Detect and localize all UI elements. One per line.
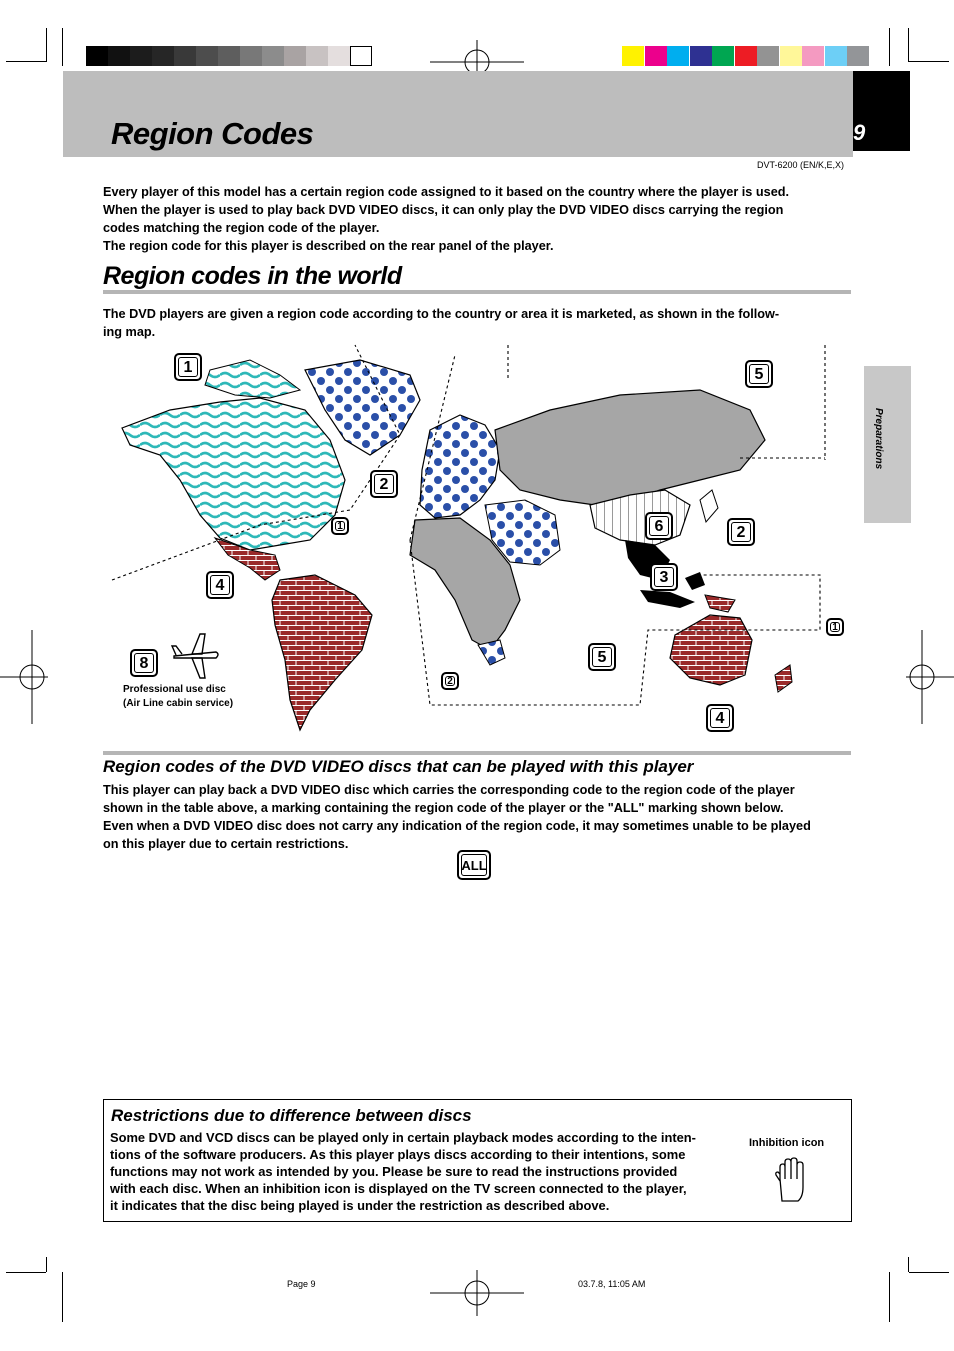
region-badge-southeast-asia xyxy=(650,563,678,591)
region-badge-airline xyxy=(130,649,158,677)
playable-line: Even when a DVD VIDEO disc does not carry any indication of the region code, it may sometimes unable to be played xyxy=(103,819,811,833)
gray-swatch xyxy=(328,46,350,66)
inhibition-icon-label: Inhibition icon xyxy=(749,1137,825,1149)
region-badge-number: 5 xyxy=(749,364,769,384)
section-rule xyxy=(103,751,851,755)
color-swatch xyxy=(825,46,847,66)
restrictions-line: tions of the software producers. As this player plays discs according to their intentions, some xyxy=(110,1147,686,1162)
gray-swatch xyxy=(306,46,328,66)
gray-swatch xyxy=(218,46,240,66)
world-line: ing map. xyxy=(103,325,156,339)
gray-swatch xyxy=(86,46,108,66)
region-badge-number: 1 xyxy=(830,622,840,632)
region-badge-number: 8 xyxy=(134,653,154,673)
region-badge-number: 2 xyxy=(374,474,394,494)
restrictions-paragraph xyxy=(110,1129,730,1214)
playable-paragraph xyxy=(103,781,853,853)
region-badge-north-america xyxy=(174,353,202,381)
color-swatch xyxy=(780,46,802,66)
region-badge-number: 4 xyxy=(210,575,230,595)
intro-paragraph xyxy=(103,183,853,255)
intro-line: Every player of this model has a certain region code assigned to it based on the country where the player is used. xyxy=(103,185,790,199)
color-swatch xyxy=(645,46,667,66)
region-badge-number: 5 xyxy=(592,647,612,667)
region-badge-number: 2 xyxy=(445,676,455,686)
color-swatch xyxy=(847,46,869,66)
side-tab xyxy=(864,366,911,523)
registration-target-left-icon xyxy=(0,630,48,724)
region-badge-number: 6 xyxy=(649,516,669,536)
region-badge-pacific xyxy=(826,618,844,636)
playable-line: This player can play back a DVD VIDEO disc which carries the corresponding code to the region code of the player xyxy=(103,783,795,797)
gray-swatch xyxy=(262,46,284,66)
playable-line: on this player due to certain restrictions. xyxy=(103,837,349,851)
gray-swatch xyxy=(240,46,262,66)
color-swatch xyxy=(712,46,734,66)
region-badge-south-africa xyxy=(441,672,459,690)
color-swatch xyxy=(622,46,644,66)
section-heading-world: Region codes in the world xyxy=(103,262,402,290)
intro-line: codes matching the region code of the player. xyxy=(103,221,380,235)
footer-page: Page 9 xyxy=(287,1279,316,1289)
footer-timestamp: 03.7.8, 11:05 AM xyxy=(578,1279,646,1289)
restrictions-heading: Restrictions due to difference between discs xyxy=(111,1106,472,1125)
region-badge-europe xyxy=(370,470,398,498)
region-badge-number: 2 xyxy=(731,522,751,542)
gray-swatch xyxy=(152,46,174,66)
region-badge-number: 3 xyxy=(654,567,674,587)
page-title: Region Codes xyxy=(111,116,314,151)
region-badge-russia-asia xyxy=(745,360,773,388)
gray-swatch xyxy=(108,46,130,66)
airline-caption-line: Professional use disc xyxy=(123,684,226,695)
all-region-label: ALL xyxy=(461,858,487,873)
playable-line: shown in the table above, a marking containing the region code of the player or the "ALL" marking shown below. xyxy=(103,801,784,815)
color-swatch xyxy=(690,46,712,66)
world-line: The DVD players are given a region code according to the country or area it is marketed, as shown in the follow- xyxy=(103,307,780,321)
restrictions-line: Some DVD and VCD discs can be played only in certain playback modes according to the inten- xyxy=(110,1130,696,1145)
side-tab-label: Preparations xyxy=(873,408,884,470)
model-number: DVT-6200 (EN/K,E,X) xyxy=(757,160,845,170)
section-heading-playable: Region codes of the DVD VIDEO discs that can be played with this player xyxy=(103,757,694,776)
region-badge-bermuda xyxy=(331,517,349,535)
all-region-mark xyxy=(457,850,491,880)
gray-swatch xyxy=(196,46,218,66)
region-badge-africa xyxy=(588,643,616,671)
page-number: 9 xyxy=(853,120,866,145)
region-badge-latin-america xyxy=(206,571,234,599)
registration-target-right-icon xyxy=(906,630,954,724)
color-swatch xyxy=(757,46,779,66)
region-badge-japan xyxy=(727,518,755,546)
region-badge-number: 1 xyxy=(335,521,345,531)
airline-caption-line: (Air Line cabin service) xyxy=(123,698,234,709)
region-badge-number: 4 xyxy=(710,708,730,728)
gray-swatch xyxy=(130,46,152,66)
gray-swatch xyxy=(284,46,306,66)
registration-target-bottom-icon xyxy=(430,1270,524,1316)
intro-line: When the player is used to play back DVD VIDEO discs, it can only play the DVD VIDEO discs carrying the region xyxy=(103,203,784,217)
restrictions-line: with each disc. When an inhibition icon is displayed on the TV screen connected to the player, xyxy=(110,1181,687,1196)
airline-caption xyxy=(123,683,233,711)
world-paragraph xyxy=(103,305,853,341)
airplane-icon xyxy=(170,630,222,682)
region-badge-number: 1 xyxy=(178,357,198,377)
region-badge-oceania xyxy=(706,704,734,732)
color-swatch xyxy=(667,46,689,66)
restrictions-line: it indicates that the disc being played is under the restriction as described above. xyxy=(110,1198,610,1213)
section-rule xyxy=(103,290,851,294)
intro-line: The region code for this player is described on the rear panel of the player. xyxy=(103,239,554,253)
restrictions-line: functions may not work as intended by you. Please be sure to read the instructions provided xyxy=(110,1164,678,1179)
gray-swatch xyxy=(350,46,372,66)
color-swatch xyxy=(735,46,757,66)
gray-swatch xyxy=(174,46,196,66)
inhibition-hand-icon xyxy=(774,1157,810,1205)
color-swatch xyxy=(802,46,824,66)
region-badge-east-asia xyxy=(645,512,673,540)
